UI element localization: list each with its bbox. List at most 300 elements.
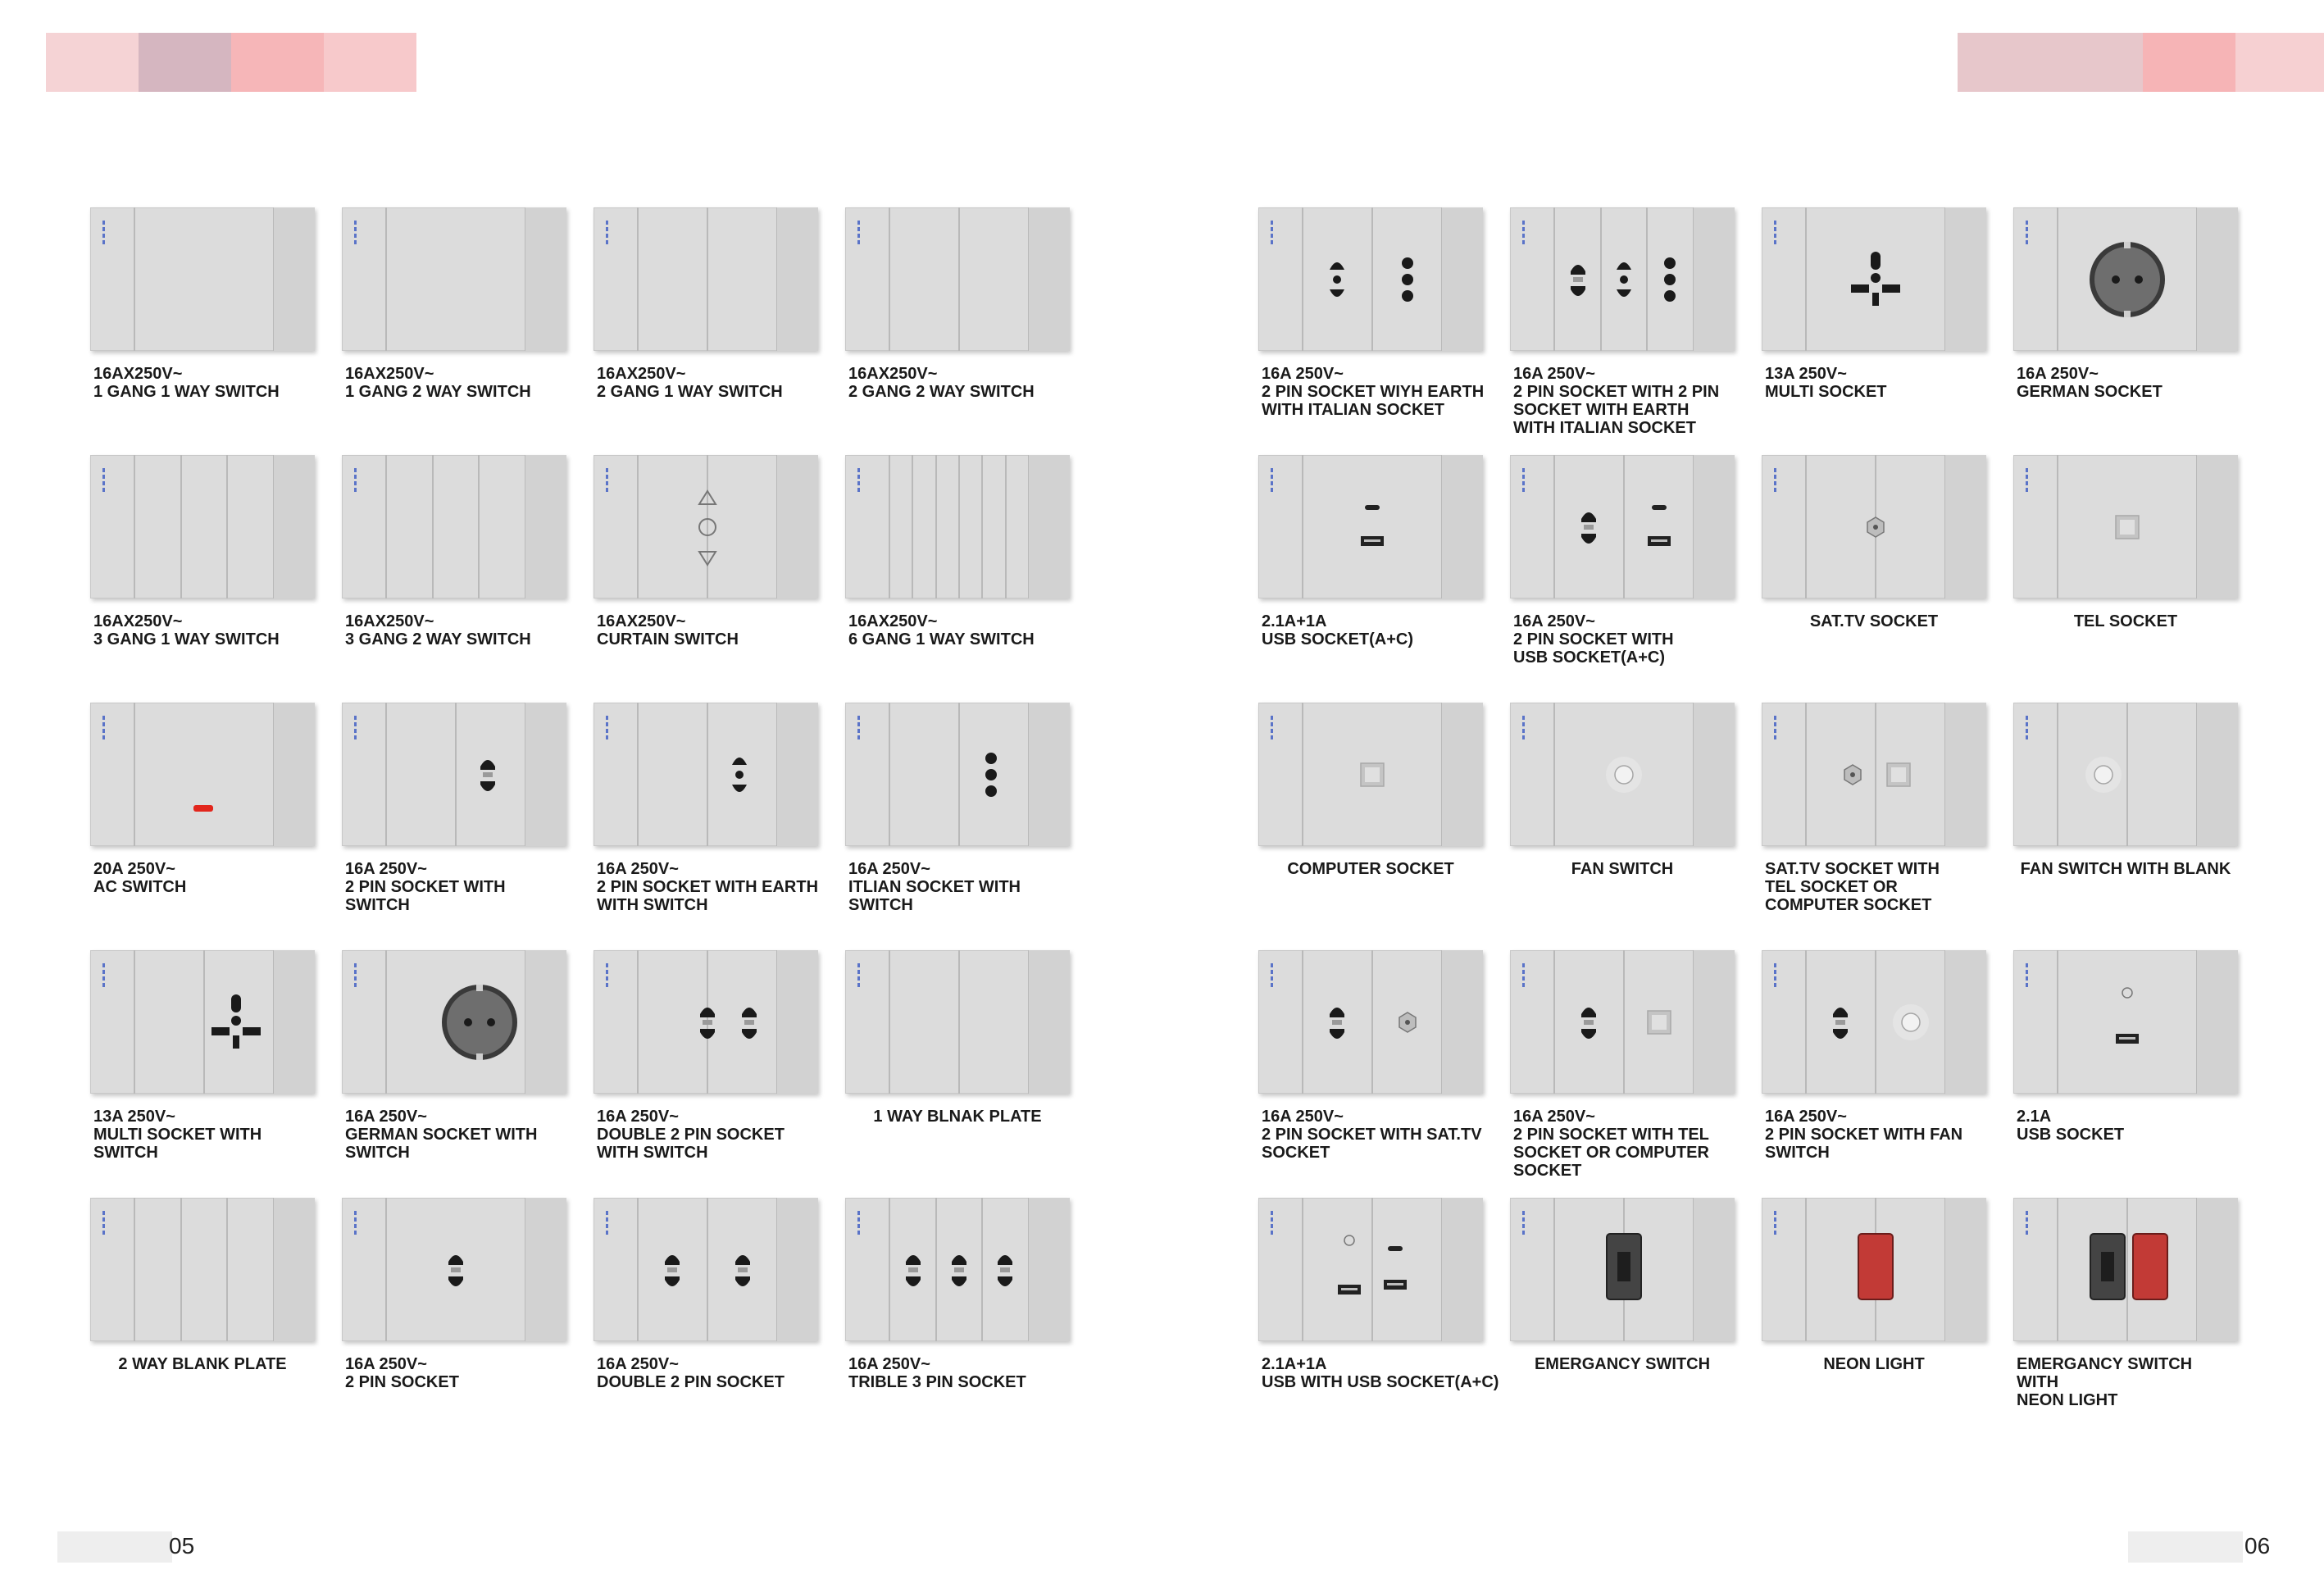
double-two-pin-socket-switch-icon — [594, 950, 818, 1094]
led-dot — [1522, 234, 1525, 238]
led-dot — [606, 976, 608, 981]
plate-drawing — [342, 1198, 566, 1341]
pin-shutter — [1584, 1020, 1594, 1025]
caption-line: 2 WAY BLANK PLATE — [118, 1355, 287, 1373]
led-dot — [354, 983, 357, 987]
caption-line: USB WITH USB SOCKET(A+C) — [1262, 1373, 1499, 1391]
caption-line: 16A 250V~ — [848, 860, 930, 878]
swatch-right-1 — [1958, 33, 2050, 92]
usb-a-tongue — [1387, 1283, 1403, 1285]
frame-right-shade — [1442, 950, 1483, 1094]
caption-line: USB SOCKET(A+C) — [1513, 648, 1666, 667]
product-caption — [848, 860, 1086, 914]
neon-lens — [2133, 1234, 2167, 1299]
pin-shutter — [451, 1267, 461, 1272]
led-dot — [1271, 970, 1273, 974]
frame-right-shade — [1945, 950, 1986, 1094]
caption-line: 16AX250V~ — [345, 365, 434, 383]
product-caption — [345, 1355, 583, 1391]
multi-hole-right — [243, 1027, 261, 1035]
caption-line: DOUBLE 2 PIN SOCKET — [597, 1126, 785, 1144]
two-pin-socket-icon — [342, 1198, 566, 1341]
product-item — [342, 455, 571, 703]
led-dot — [857, 468, 860, 472]
caption-line: 13A 250V~ — [1765, 365, 1847, 383]
caption-line: 3 GANG 1 WAY SWITCH — [93, 630, 280, 648]
caption-line: COMPUTER SOCKET — [1765, 896, 1932, 914]
plate-drawing — [594, 703, 818, 846]
led-dot — [102, 1211, 105, 1215]
caption-line: MULTI SOCKET — [1765, 383, 1887, 401]
multi-hole-right — [1882, 284, 1900, 293]
led-dot — [1522, 227, 1525, 231]
led-dot — [2026, 976, 2028, 981]
plate-drawing — [2013, 703, 2238, 846]
led-dot — [2026, 729, 2028, 733]
led-dot — [606, 475, 608, 479]
german-socket-face — [442, 985, 517, 1060]
caption-line: 2.1A+1A — [1262, 612, 1327, 630]
led-dot — [1522, 722, 1525, 726]
caption-line: 16AX250V~ — [597, 612, 686, 630]
caption-line: 16A 250V~ — [345, 860, 427, 878]
product-item — [90, 1198, 320, 1445]
led-dot — [1522, 735, 1525, 739]
product-caption — [1262, 1108, 1499, 1162]
led-dot — [857, 240, 860, 244]
led-dot — [1522, 240, 1525, 244]
plate-drawing — [594, 950, 818, 1094]
caption-line: 2 GANG 1 WAY SWITCH — [597, 383, 783, 401]
led-dot — [1271, 976, 1273, 981]
led-dot — [606, 234, 608, 238]
plate-drawing — [1510, 455, 1735, 598]
caption-line: 2 PIN SOCKET WITH EARTH — [597, 878, 819, 896]
frame-right-shade — [1945, 455, 1986, 598]
ac-indicator-light — [193, 805, 213, 812]
led-dot — [1774, 240, 1776, 244]
caption-line: 20A 250V~ — [93, 860, 175, 878]
led-dot — [354, 468, 357, 472]
frame-right-shade — [777, 1198, 818, 1341]
multi-hole-mid — [1871, 273, 1881, 283]
led-dot — [857, 963, 860, 967]
six-gang-switch-icon — [845, 455, 1070, 598]
led-dot — [2026, 481, 2028, 485]
plate-drawing — [1510, 1198, 1735, 1341]
led-dot — [1271, 234, 1273, 238]
curtain-switch-icon — [594, 455, 818, 598]
frame-right-shade — [1442, 703, 1483, 846]
ac-switch-icon — [90, 703, 315, 846]
led-dot — [1271, 963, 1273, 967]
led-dot — [354, 481, 357, 485]
led-dot — [354, 735, 357, 739]
caption-line: DOUBLE 2 PIN SOCKET — [597, 1373, 785, 1391]
led-dot — [857, 735, 860, 739]
led-dot — [1522, 475, 1525, 479]
product-item — [90, 950, 320, 1198]
led-dot — [606, 983, 608, 987]
swatch-right-2 — [2050, 33, 2143, 92]
led-dot — [2026, 468, 2028, 472]
frame-right-shade — [2197, 703, 2238, 846]
caption-line: SWITCH — [345, 896, 410, 914]
plate-drawing — [594, 455, 818, 598]
german-socket-switch-icon — [342, 950, 566, 1094]
two-way-blank-plate-icon — [90, 1198, 315, 1341]
caption-line: FAN SWITCH WITH BLANK — [2020, 860, 2231, 878]
caption-line: 16AX250V~ — [93, 365, 183, 383]
product-item — [594, 703, 823, 950]
caption-line: 2 PIN SOCKET WITH — [345, 878, 506, 896]
caption-line: 3 GANG 2 WAY SWITCH — [345, 630, 531, 648]
caption-line: NEON LIGHT — [2017, 1391, 2118, 1409]
led-dot — [102, 475, 105, 479]
german-clip-bottom — [476, 1053, 483, 1060]
caption-line: COMPUTER SOCKET — [1287, 860, 1454, 878]
frame-right-shade — [1945, 703, 1986, 846]
led-dot — [606, 221, 608, 225]
frame-right-shade — [274, 207, 315, 351]
led-dot — [606, 735, 608, 739]
led-dot — [2026, 716, 2028, 720]
two-pin-usb-socket-icon — [1510, 455, 1735, 598]
product-caption — [1262, 365, 1499, 419]
frame-right-shade — [777, 950, 818, 1094]
led-dot — [354, 1211, 357, 1215]
german-well — [447, 990, 512, 1055]
product-item — [1510, 455, 1740, 703]
pin-hole — [1402, 274, 1413, 285]
german-clip-bottom — [2124, 311, 2131, 317]
led-dot — [1774, 488, 1776, 492]
caption-line: 2 PIN SOCKET WITH FAN — [1765, 1126, 1963, 1144]
led-dot — [2026, 221, 2028, 225]
frame-right-shade — [274, 703, 315, 846]
sat-tv-pin — [1873, 525, 1878, 530]
product-caption — [93, 365, 331, 401]
led-dot — [1271, 488, 1273, 492]
product-item — [845, 703, 1075, 950]
product-item — [1510, 950, 1740, 1198]
caption-line: 16A 250V~ — [1513, 365, 1595, 383]
caption-line: 2 PIN SOCKET WITH — [1513, 630, 1674, 648]
led-dot — [857, 1217, 860, 1222]
caption-line: MULTI SOCKET WITH — [93, 1126, 262, 1144]
caption-line: CURTAIN SWITCH — [597, 630, 739, 648]
frame-right-shade — [274, 950, 315, 1094]
product-item — [845, 207, 1075, 455]
one-way-blank-plate-icon — [845, 950, 1070, 1094]
led-dot — [857, 970, 860, 974]
led-dot — [354, 716, 357, 720]
product-caption — [597, 1108, 835, 1162]
multi-hole-left — [211, 1027, 230, 1035]
led-dot — [102, 983, 105, 987]
caption-line: TEL SOCKET — [2073, 612, 2178, 630]
product-item — [342, 1198, 571, 1445]
multi-hole-bottom — [1872, 293, 1879, 306]
plate-drawing — [2013, 950, 2238, 1094]
pin-shutter — [483, 772, 493, 777]
earth-hole-mid — [735, 771, 744, 779]
led-dot — [1522, 729, 1525, 733]
frame-right-shade — [1442, 1198, 1483, 1341]
led-dot — [1522, 481, 1525, 485]
led-dot — [606, 227, 608, 231]
led-dot — [1522, 983, 1525, 987]
led-dot — [1271, 1211, 1273, 1215]
pin-shutter — [1835, 1020, 1845, 1025]
sat-tv-socket-icon — [1762, 455, 1986, 598]
frame-right-shade — [525, 455, 566, 598]
led-dot — [102, 481, 105, 485]
plate-drawing — [1762, 207, 1986, 351]
frame-right-shade — [525, 703, 566, 846]
plate-drawing — [90, 703, 315, 846]
pin-shutter — [738, 1267, 748, 1272]
plate-drawing — [90, 950, 315, 1094]
caption-line: 16A 250V~ — [597, 1108, 679, 1126]
led-dot — [1522, 1217, 1525, 1222]
led-dot — [102, 976, 105, 981]
led-dot — [1774, 735, 1776, 739]
plate-drawing — [342, 950, 566, 1094]
frame-right-shade — [777, 207, 818, 351]
pin-shutter — [954, 1267, 964, 1272]
pin-hole — [1402, 257, 1413, 269]
led-dot — [102, 716, 105, 720]
led-dot — [1271, 1224, 1273, 1228]
frame-right-shade — [1442, 207, 1483, 351]
neon-lens — [1858, 1234, 1893, 1299]
led-dot — [2026, 240, 2028, 244]
color-swatch-bar-right — [1958, 33, 2324, 92]
caption-line: 2 PIN SOCKET WIYH EARTH — [1262, 383, 1485, 401]
frame-right-shade — [1694, 207, 1735, 351]
rj-port-opening — [1891, 767, 1906, 782]
caption-line: 16A 250V~ — [1262, 1108, 1344, 1126]
product-item — [1762, 207, 1991, 455]
frame-right-shade — [1029, 1198, 1070, 1341]
neon-light-icon — [1762, 1198, 1986, 1341]
two-pin-tel-socket-icon — [1510, 950, 1735, 1094]
product-item — [1510, 703, 1740, 950]
two-pin-sat-tv-socket-icon — [1258, 950, 1483, 1094]
usb-a-tongue — [1364, 539, 1380, 542]
led-dot — [354, 1231, 357, 1235]
product-item — [2013, 455, 2243, 703]
caption-line: 16AX250V~ — [345, 612, 434, 630]
caption-line: 1 GANG 1 WAY SWITCH — [93, 383, 280, 401]
usb-c-port — [1388, 1246, 1403, 1251]
plate-drawing — [342, 703, 566, 846]
product-caption — [93, 1108, 331, 1162]
led-dot — [857, 976, 860, 981]
product-caption — [2017, 365, 2254, 401]
one-gang-switch-icon — [342, 207, 566, 351]
multi-socket-switch-icon — [90, 950, 315, 1094]
caption-line: FAN SWITCH — [1571, 860, 1674, 878]
led-dot — [1271, 729, 1273, 733]
product-caption — [345, 365, 583, 401]
two-pin-socket-switch-icon — [342, 703, 566, 846]
plate-drawing — [2013, 455, 2238, 598]
earth-socket-switch-icon — [594, 703, 818, 846]
led-dot — [1774, 716, 1776, 720]
led-dot — [857, 1231, 860, 1235]
emergency-rocker — [1617, 1252, 1630, 1281]
product-caption — [1755, 1355, 1993, 1373]
led-dot — [354, 722, 357, 726]
frame-right-shade — [1029, 455, 1070, 598]
led-dot — [606, 240, 608, 244]
led-dot — [102, 722, 105, 726]
german-pin-right — [2135, 275, 2143, 284]
page-number-left: 05 — [169, 1533, 195, 1558]
double-usb-socket-icon — [1258, 1198, 1483, 1341]
caption-line: GERMAN SOCKET WITH — [345, 1126, 538, 1144]
caption-line: ITLIAN SOCKET WITH — [848, 878, 1021, 896]
product-item — [1510, 1198, 1740, 1445]
product-item — [594, 455, 823, 703]
caption-line: SOCKET OR COMPUTER — [1513, 1144, 1709, 1162]
product-caption — [848, 1355, 1086, 1391]
german-socket-face — [2090, 242, 2165, 317]
frame-right-shade — [777, 703, 818, 846]
led-dot — [1774, 729, 1776, 733]
caption-line: WITH SWITCH — [597, 1144, 708, 1162]
two-pin-fan-switch-icon — [1762, 950, 1986, 1094]
plate-drawing — [1258, 455, 1483, 598]
led-dot — [606, 1224, 608, 1228]
led-dot — [102, 1231, 105, 1235]
led-dot — [354, 963, 357, 967]
led-dot — [1271, 475, 1273, 479]
pin-shutter — [703, 1020, 712, 1025]
product-item — [90, 703, 320, 950]
frame-right-shade — [525, 950, 566, 1094]
plate-drawing — [1762, 1198, 1986, 1341]
caption-line: 6 GANG 1 WAY SWITCH — [848, 630, 1035, 648]
frame-right-shade — [2197, 950, 2238, 1094]
swatch-left-2 — [139, 33, 231, 92]
led-dot — [606, 963, 608, 967]
led-dot — [1774, 963, 1776, 967]
frame-right-shade — [1945, 207, 1986, 351]
product-caption — [1513, 1108, 1751, 1180]
pin-hole — [985, 753, 997, 764]
caption-line: 16AX250V~ — [93, 612, 183, 630]
caption-line: WITH ITALIAN SOCKET — [1513, 419, 1696, 437]
led-dot — [1271, 722, 1273, 726]
led-dot — [1774, 1231, 1776, 1235]
product-caption — [1513, 365, 1751, 437]
led-dot — [1774, 227, 1776, 231]
led-dot — [1522, 716, 1525, 720]
plate-drawing — [1258, 703, 1483, 846]
frame-right-shade — [1029, 950, 1070, 1094]
caption-line: 16A 250V~ — [1765, 1108, 1847, 1126]
product-item — [1510, 207, 1740, 455]
led-dot — [1522, 963, 1525, 967]
product-item — [1258, 950, 1488, 1198]
led-dot — [606, 729, 608, 733]
plate-drawing — [845, 1198, 1070, 1341]
usb-c-port — [1365, 505, 1380, 510]
plate-drawing — [845, 455, 1070, 598]
caption-line: GERMAN SOCKET — [2017, 383, 2163, 401]
led-dot — [857, 729, 860, 733]
led-dot — [857, 481, 860, 485]
caption-line: 16A 250V~ — [597, 1355, 679, 1373]
product-caption — [1513, 612, 1751, 667]
pin-hole — [1664, 274, 1676, 285]
usb-a-tongue — [1651, 539, 1667, 542]
german-clip-top — [476, 985, 483, 991]
led-dot — [1774, 481, 1776, 485]
led-dot — [354, 221, 357, 225]
led-dot — [1774, 1217, 1776, 1222]
product-caption — [345, 1108, 583, 1162]
led-dot — [102, 227, 105, 231]
frame-right-shade — [1694, 1198, 1735, 1341]
one-gang-switch-icon — [90, 207, 315, 351]
fan-switch-icon — [1510, 703, 1735, 846]
product-item — [1762, 950, 1991, 1198]
product-item — [342, 950, 571, 1198]
led-dot — [1774, 983, 1776, 987]
usb-c-port — [1652, 505, 1667, 510]
led-dot — [1522, 468, 1525, 472]
caption-line: WITH SWITCH — [597, 896, 708, 914]
multi-hole-mid — [231, 1016, 241, 1026]
caption-line: 1 GANG 2 WAY SWITCH — [345, 383, 531, 401]
led-dot — [2026, 475, 2028, 479]
caption-line: SWITCH — [1765, 1144, 1830, 1162]
product-item — [2013, 207, 2243, 455]
frame-right-shade — [274, 455, 315, 598]
led-dot — [857, 475, 860, 479]
caption-line: TEL SOCKET OR — [1765, 878, 1898, 896]
caption-line: SWITCH — [345, 1144, 410, 1162]
multi-hole-top — [1871, 252, 1881, 270]
product-item — [90, 207, 320, 455]
product-caption — [2017, 1355, 2254, 1409]
plate-drawing — [342, 455, 566, 598]
product-item — [2013, 703, 2243, 950]
caption-line: SAT.TV SOCKET — [1809, 612, 1939, 630]
product-item — [1762, 703, 1991, 950]
german-socket-icon — [2013, 207, 2238, 351]
product-item — [1258, 703, 1488, 950]
german-pin-right — [487, 1018, 495, 1026]
frame-right-shade — [2197, 207, 2238, 351]
led-dot — [1271, 716, 1273, 720]
frame-right-shade — [1694, 703, 1735, 846]
plate-drawing — [594, 1198, 818, 1341]
three-gang-switch-icon — [342, 455, 566, 598]
caption-line: 16AX250V~ — [848, 365, 938, 383]
plate-drawing — [1510, 207, 1735, 351]
led-dot — [2026, 963, 2028, 967]
frame-right-shade — [777, 455, 818, 598]
frame-right-shade — [2197, 455, 2238, 598]
swatch-left-4 — [324, 33, 416, 92]
led-dot — [1522, 488, 1525, 492]
led-dot — [102, 1217, 105, 1222]
